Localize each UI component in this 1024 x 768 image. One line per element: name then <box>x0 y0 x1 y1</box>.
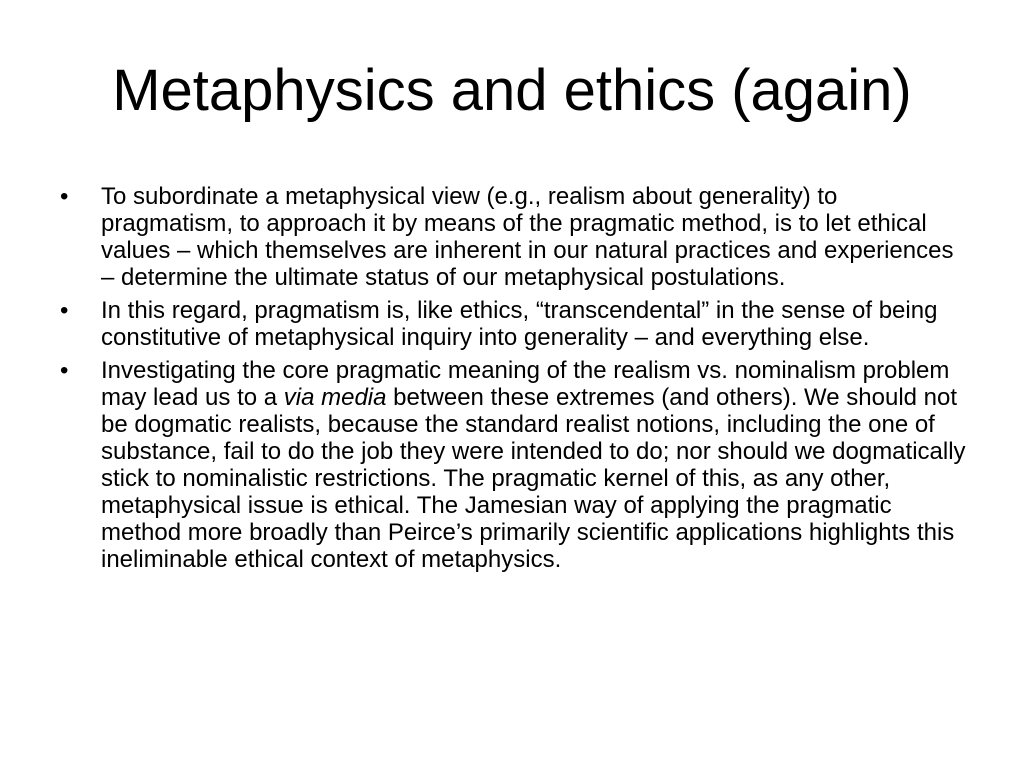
bullet-text-3-after: between these extremes (and others). We should not be dogmatic realists, because the standard realist notions, including the one of substance, fail to do the job they were intended to do; nor should we dogmatically stick to nominalistic restrictions. The pragmatic kernel of this, as any other, metaphysical issue is ethical. The Jamesian way of applying the pragmatic method more broadly than Peirce’s primarily scientific applications highlights this ineliminable ethical context of metaphysics. <box>101 384 966 573</box>
bullet-item-3 <box>60 357 972 573</box>
bullet-text-1: To subordinate a metaphysical view (e.g., realism about generality) to pragmatism, to approach it by means of the pragmatic method, is to let ethical values – which themselves are inherent in our natural practices and experiences – determine the ultimate status of our metaphysical postulations. <box>101 183 954 291</box>
bullet-text-3-italic: via media <box>283 384 387 411</box>
bullet-marker: • <box>60 297 69 324</box>
bullet-text-2: In this regard, pragmatism is, like ethics, “transcendental” in the sense of being constitutive of metaphysical inquiry into generality – and everything else. <box>101 297 938 351</box>
bullet-text-3-before: Investigating the core pragmatic meaning of the realism vs. nominalism problem may lead us to a <box>101 357 950 411</box>
bullet-marker: • <box>60 183 69 210</box>
slide-title: Metaphysics and ethics (again) <box>112 58 912 123</box>
bullet-marker: • <box>60 357 69 384</box>
bullet-item-2 <box>60 297 972 351</box>
bullet-item-1 <box>60 183 972 291</box>
bullet-list <box>60 183 972 579</box>
